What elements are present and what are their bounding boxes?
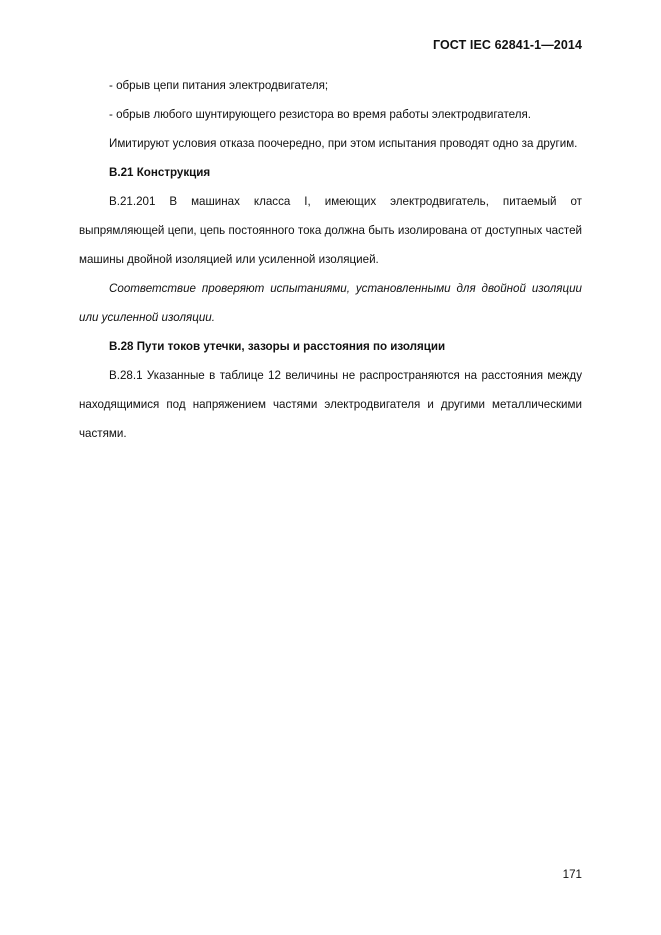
paragraph-b28-1: B.28.1 Указанные в таблице 12 величины не распространяются на расстояния между находящимися под напряжением частями электродвигателя и другими металлическими частями. <box>79 369 582 440</box>
paragraph-failure-simulation: Имитируют условия отказа поочередно, при этом испытания проводят одно за другим. <box>109 137 578 150</box>
list-item-power-break: - обрыв цепи питания электродвигателя; <box>109 79 329 92</box>
document-body <box>79 71 582 448</box>
section-heading-b21: B.21 Конструкция <box>109 166 211 179</box>
standard-header: ГОСТ IEC 62841-1—2014 <box>432 38 582 52</box>
page-number: 171 <box>562 868 582 881</box>
paragraph-compliance: Соответствие проверяют испытаниями, установленными для двойной изоляции или усиленной изоляции. <box>79 282 582 324</box>
list-item-resistor-break: - обрыв любого шунтирующего резистора во время работы электродвигателя. <box>109 108 532 121</box>
section-heading-b28: B.28 Пути токов утечки, зазоры и расстояния по изоляции <box>109 340 446 353</box>
paragraph-b21-201: B.21.201 В машинах класса I, имеющих электродвигатель, питаемый от выпрямляющей цепи, цепь постоянного тока должна быть изолирована от доступных частей машины двойной изоляцией или усиленной изоляцией. <box>79 195 582 266</box>
